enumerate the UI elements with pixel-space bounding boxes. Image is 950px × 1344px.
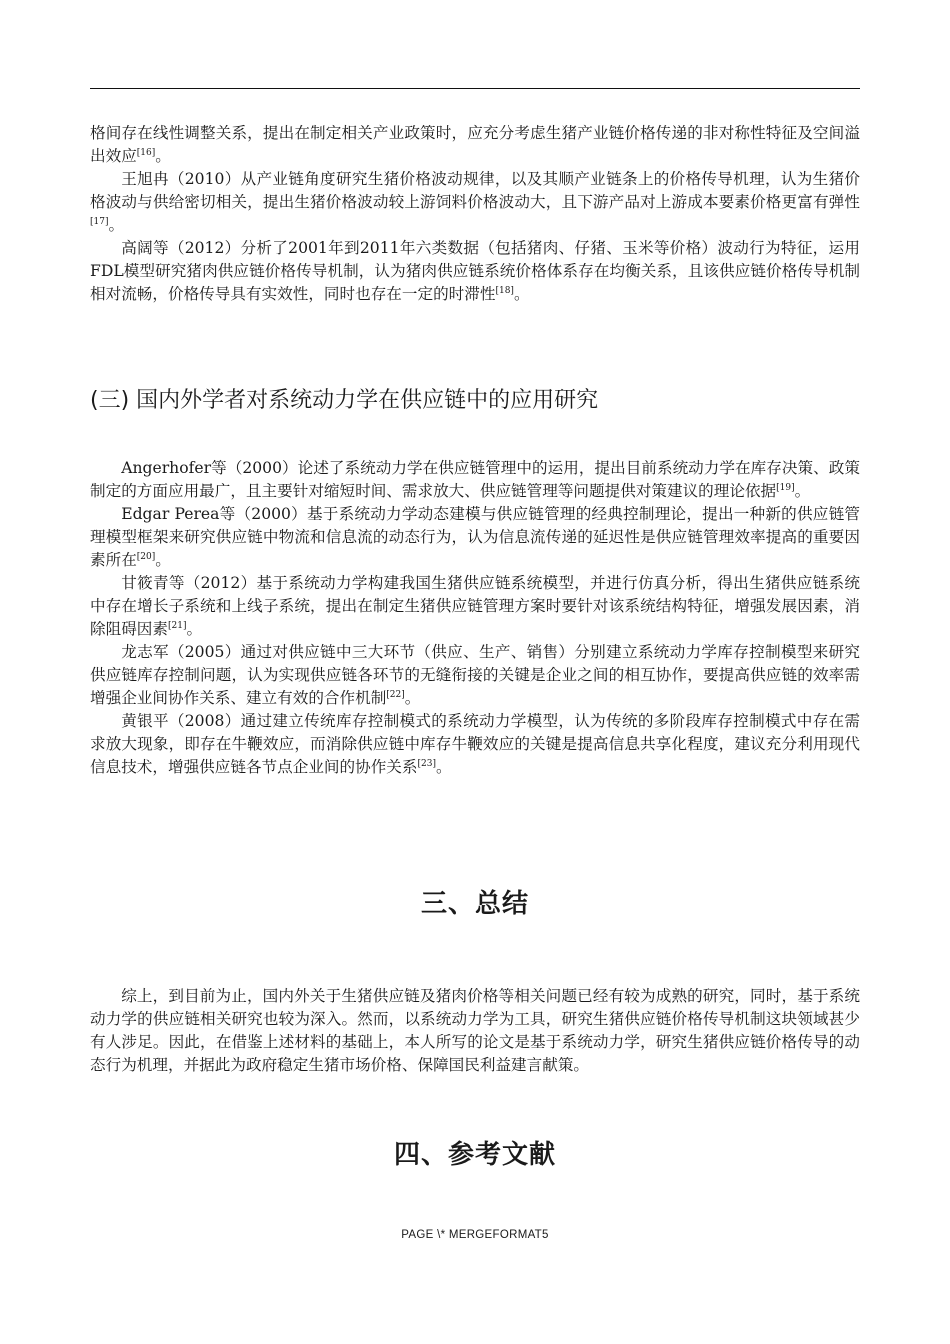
references-heading: 四、参考文献 [393,1140,556,1170]
summary-paragraph: 综上，到目前为止，国内外关于生猪供应链及猪肉价格等相关问题已经有较为成熟的研究，同时，基于系统动力学的供应链相关研究也较为深入。然而，以系统动力学为工具，研究生猪供应链价格传导机制这块领域甚少有人涉足。因此，在借鉴上述材料的基础上，本人所写的论文是基于系统动力学，研究生猪供应链价格传导的动态行为机理，并据此为政府稳定生猪市场价格、保障国民利益建言献策。 [90,987,860,1074]
paragraph-19: Angerhofer等（2000）论述了系统动力学在供应链管理中的运用，提出目前系统动力学在库存决策、政策制定的方面应用最广，且主要针对缩短时间、需求放大、供应链管理等问题提供对策建议的理论依据[19]。 [90,459,860,500]
paragraph-17: 王旭冉（2010）从产业链角度研究生猪价格波动规律，以及其顺产业链条上的价格传导机理，认为生猪价格波动与供给密切相关，提出生猪价格波动较上游饲料价格波动大，且下游产品对上游成本要素价格更富有弹性[17]。 [90,170,860,234]
summary-block [90,985,860,1077]
paragraph-18: 高阔等（2012）分析了2001年到2011年六类数据（包括猪肉、仔猪、玉米等价格）波动行为特征，运用FDL模型研究猪肉供应链价格传导机制，认为猪肉供应链系统价格体系存在均衡关系，且该供应链价格传导机制相对流畅，价格传导具有实效性，同时也存在一定的时滞性[18]。 [90,239,860,303]
top-paragraphs [90,122,860,306]
paragraph-23: 黄银平（2008）通过建立传统库存控制模式的系统动力学模型，认为传统的多阶段库存控制模式中存在需求放大现象，即存在牛鞭效应，而消除供应链中库存牛鞭效应的关键是提高信息共享化程度，建议充分利用现代信息技术，增强供应链各节点企业间的协作关系[23]。 [90,712,860,776]
mid-paragraphs [90,457,860,779]
paragraph-20: Edgar Perea等（2000）基于系统动力学动态建模与供应链管理的经典控制理论，提出一种新的供应链管理模型框架来研究供应链中物流和信息流的动态行为，认为信息流传递的延迟性是供应链管理效率提高的重要因素所在[20]。 [90,505,860,569]
header-rule [90,88,860,89]
page-footer: PAGE \* MERGEFORMAT5 [401,1229,549,1241]
paragraph-16: 格间存在线性调整关系，提出在制定相关产业政策时，应充分考虑生猪产业链价格传递的非对称性特征及空间溢出效应[16]。 [90,124,860,165]
paragraph-22: 龙志军（2005）通过对供应链中三大环节（供应、生产、销售）分别建立系统动力学库存控制模型来研究供应链库存控制问题，认为实现供应链各环节的无缝衔接的关键是企业之间的相互协作，要提高供应链的效率需增强企业间协作关系、建立有效的合作机制[22]。 [90,643,860,707]
summary-heading: 三、总结 [420,889,529,919]
section-heading-3: (三) 国内外学者对系统动力学在供应链中的应用研究 [90,388,599,413]
paragraph-21: 甘筱青等（2012）基于系统动力学构建我国生猪供应链系统模型，并进行仿真分析，得出生猪供应链系统中存在增长子系统和上线子系统，提出在制定生猪供应链管理方案时要针对该系统结构特征，增强发展因素，消除阻碍因素[21]。 [90,574,860,638]
